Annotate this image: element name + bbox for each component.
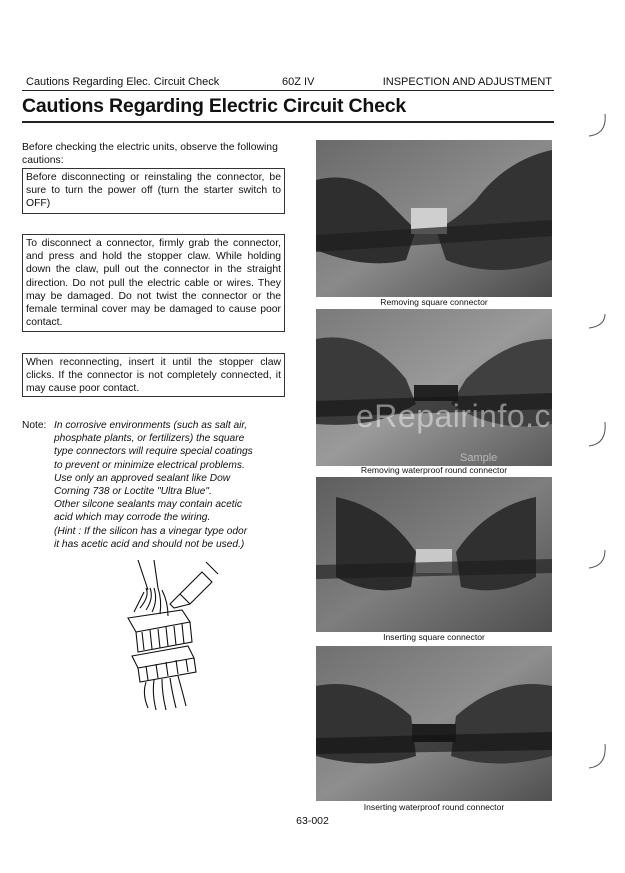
header-section-title: Cautions Regarding Elec. Circuit Check xyxy=(26,76,220,88)
binding-mark xyxy=(585,112,609,140)
header-rule xyxy=(22,90,554,91)
note-body xyxy=(54,419,290,551)
note-line: Corning 738 or Loctite "Ultra Blue". xyxy=(54,486,212,498)
binding-mark xyxy=(585,420,609,450)
note-label: Note: xyxy=(22,420,47,431)
caution-box-reconnect: When reconnecting, insert it until the stopper claw clicks. If the connector is not completely connected, it may cause poor contact. xyxy=(22,353,285,397)
photo-caption: Inserting waterproof round connector xyxy=(363,802,505,812)
note-line: to prevent or minimize electrical problems. xyxy=(54,459,245,471)
title-rule xyxy=(22,121,554,123)
photo-inserting-square-connector xyxy=(316,477,552,632)
photo-inserting-waterproof-round-connector xyxy=(316,646,552,801)
photo-removing-waterproof-round-connector xyxy=(316,309,552,466)
note-line: Use only an approved sealant like Dow xyxy=(54,472,231,484)
note-line: acid which may corrode the wiring. xyxy=(54,512,211,524)
connector-sealant-illustration xyxy=(110,560,220,710)
photo-caption: Removing square connector xyxy=(380,297,488,307)
page-title: Cautions Regarding Electric Circuit Check xyxy=(22,95,407,117)
binding-mark xyxy=(585,742,609,772)
header-model: 60Z IV xyxy=(282,76,315,88)
note-line: phosphate plants, or fertilizers) the square xyxy=(54,433,245,445)
caution-box-power-off: Before disconnecting or reinstaling the connector, be sure to turn the power off (turn the starter switch to OFF) xyxy=(22,168,285,214)
caution-box-disconnect: To disconnect a connector, firmly grab the connector, and press and hold the stopper claw. While holding down the claw, pull out the connector in the straight direction. Do not pull the electric cable or wires. They may be damaged. Do not twist the connector or the female terminal cover may be damaged to cause poor contact. xyxy=(22,234,285,332)
note-line: (Hint : If the silicon has a vinegar type odor xyxy=(54,525,248,537)
page-number: 63-002 xyxy=(296,815,329,827)
running-header xyxy=(22,74,554,90)
watermark: eRepairinfo.com xyxy=(356,398,597,434)
watermark-sample: Sample xyxy=(460,452,498,464)
note-line: it has acetic acid and should not be used.) xyxy=(54,538,245,550)
note-line: type connectors will require special coatings xyxy=(54,446,253,458)
header-chapter: INSPECTION AND ADJUSTMENT xyxy=(382,76,552,88)
photo-caption: Inserting square connector xyxy=(383,632,485,642)
binding-mark xyxy=(585,312,609,332)
intro-text: Before checking the electric units, observe the following cautions: xyxy=(22,142,278,166)
note-line: Other silcone sealants may contain acetic xyxy=(54,499,242,511)
note-line: In corrosive environments (such as salt air, xyxy=(54,420,248,431)
photo-caption: Removing waterproof round connector xyxy=(360,465,508,475)
photo-removing-square-connector xyxy=(316,140,552,297)
binding-mark xyxy=(585,548,609,572)
